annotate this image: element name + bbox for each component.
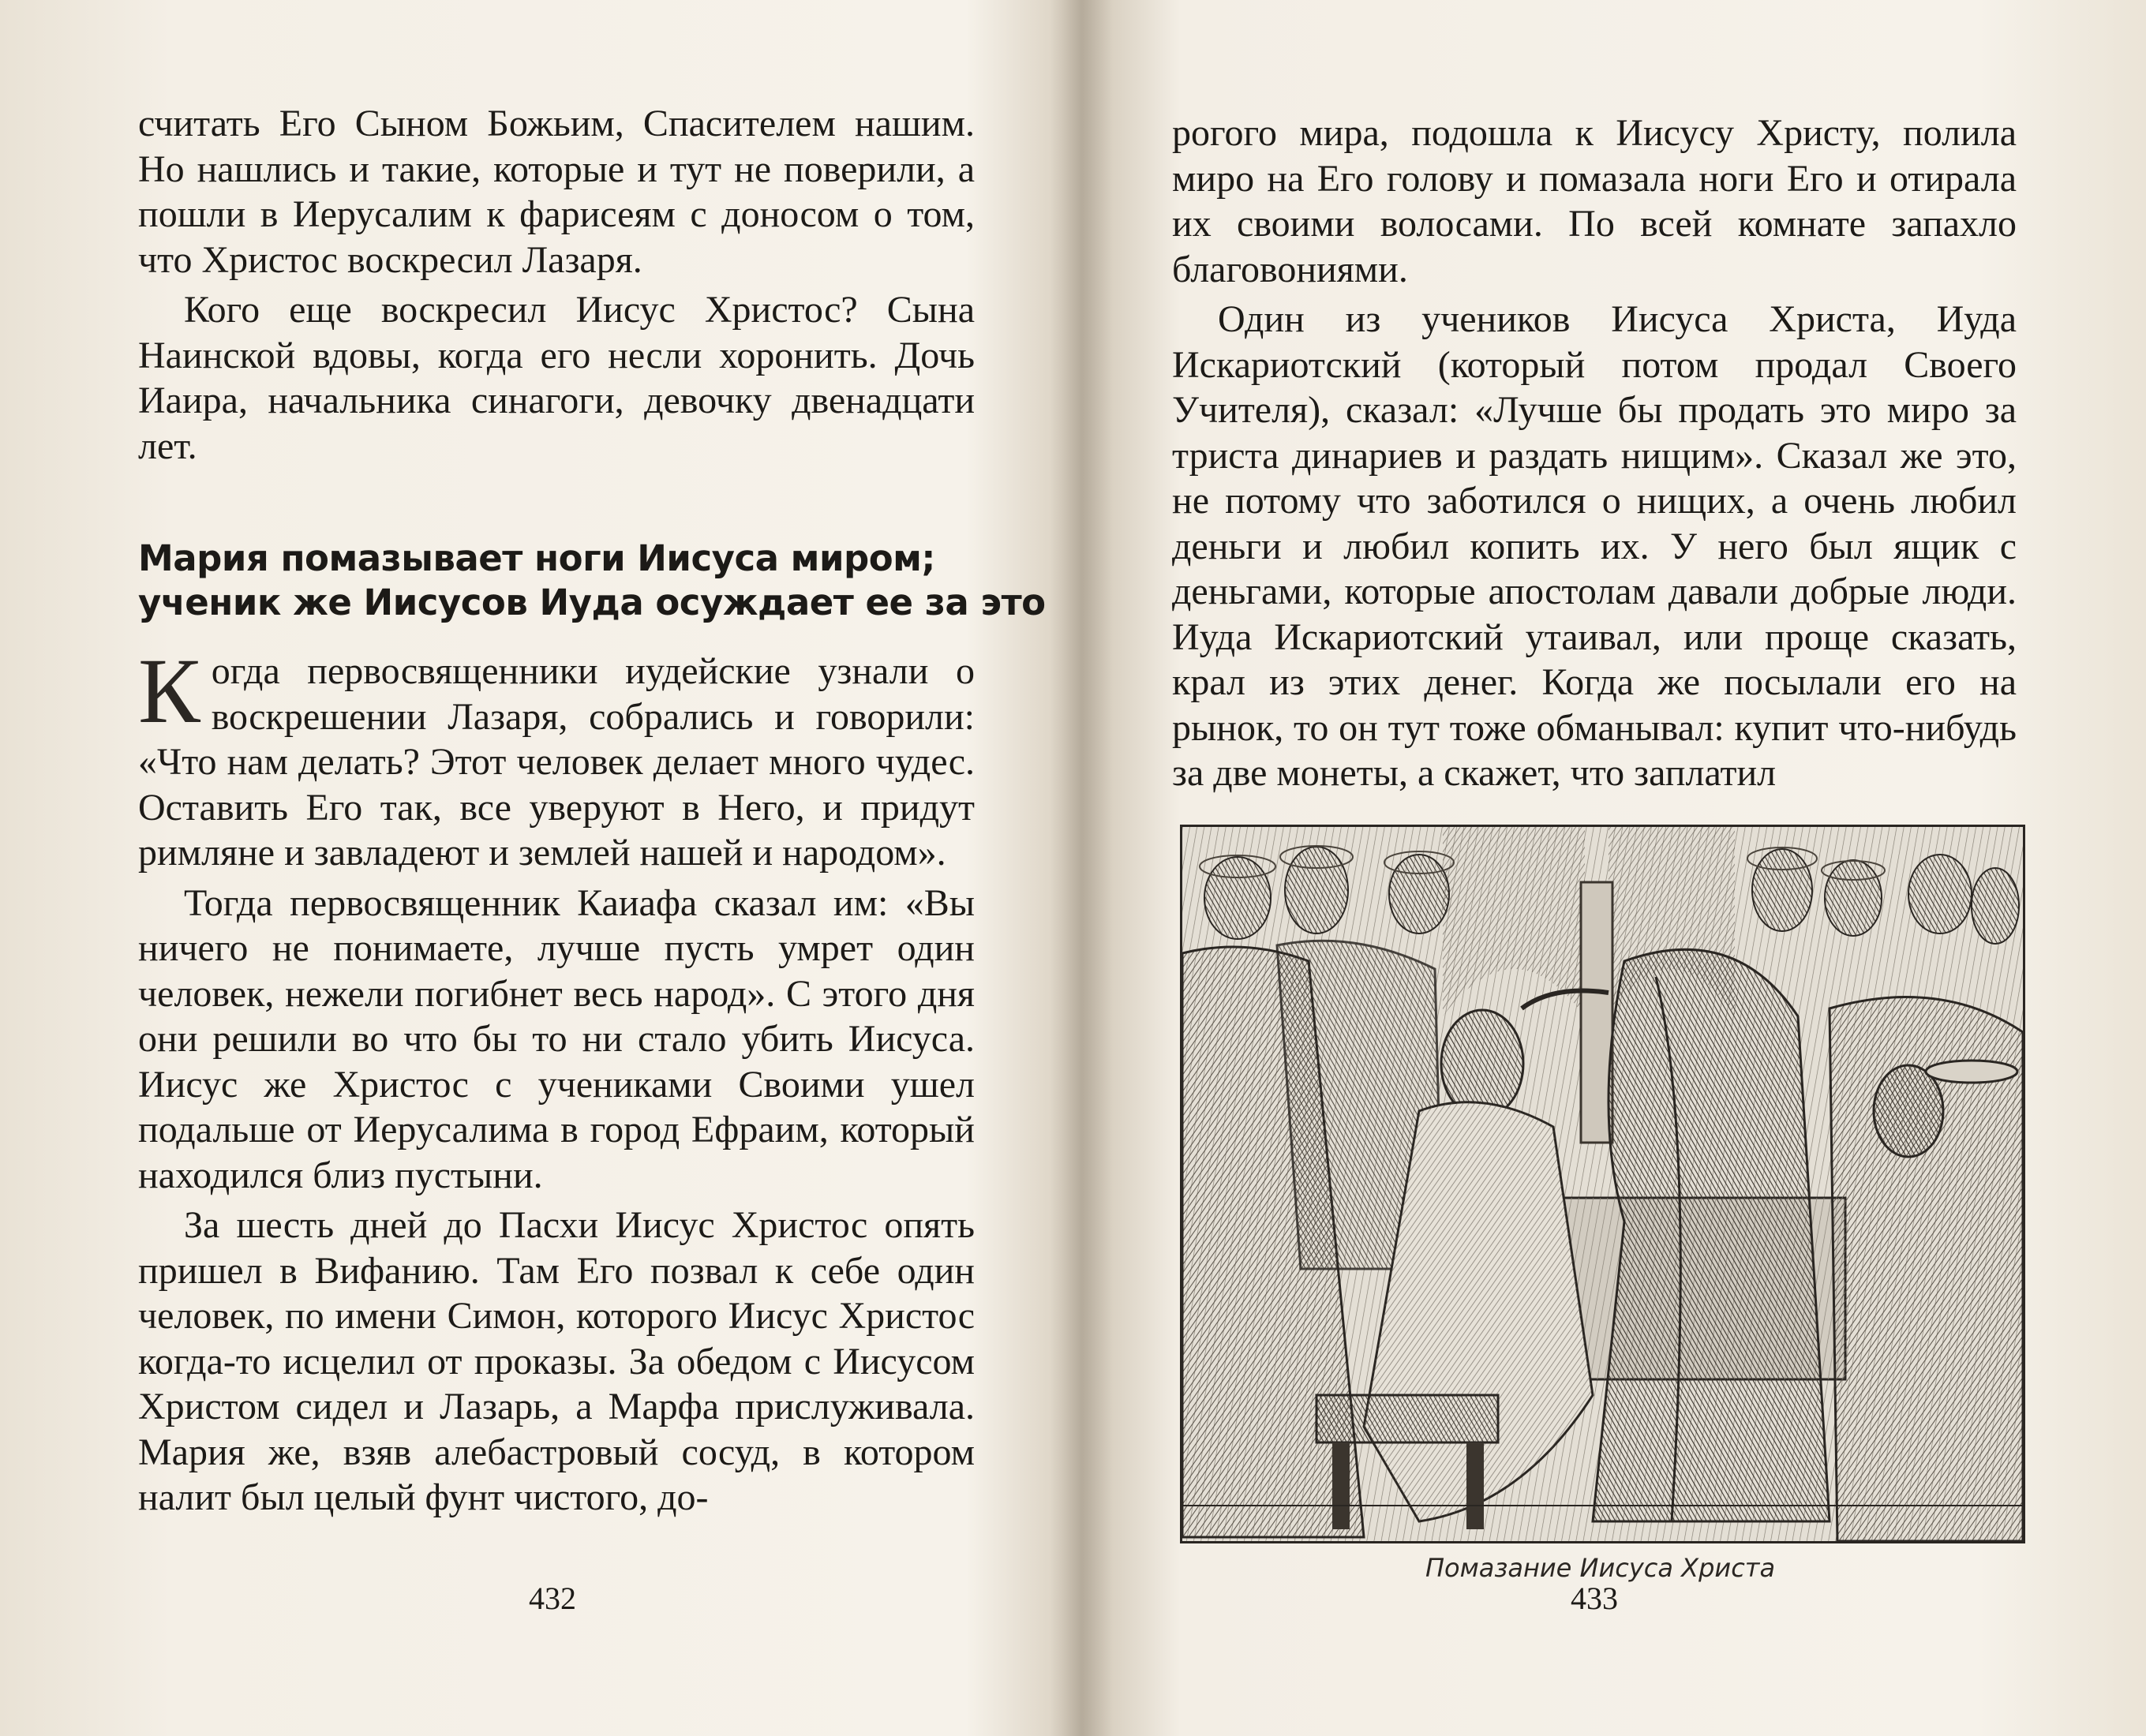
paragraph: Кого еще воскресил Иисус Христос? Сына Наинской вдовы, когда его несли хоронить. Дочь Иаира, начальника синагоги, девочку двенадцати лет.	[138, 289, 975, 467]
paragraph: Один из учеников Иисуса Христа, Иуда Искариотский (который потом продал Своего Учителя), сказал: «Лучше бы продать это миро за триста динариев и раздать нищим». Сказал же это, не потому что заботился о нищих, а очень любил деньги и любил копить их. У него был ящик с деньгами, которые апостолам давали добрые люди. Иуда Искариотский утаивал, или проще сказать, крал из этих денег. Когда же посылали его на рынок, то он тут тоже обманывал: купит что-нибудь за две монеты, а скажет, что заплатил	[1172, 298, 2017, 794]
paragraph: считать Его Сыном Божьим, Спасителем нашим. Но нашлись и такие, которые и тут не поверили, а пошли в Иерусалим к фарисеям с доносом о том, что Христос воскресил Лазаря.	[138, 103, 975, 281]
paragraph: Тогда первосвященник Каиафа сказал им: «Вы ничего не понимаете, лучше пусть умрет один человек, нежели погибнет весь народ». С этого дня они решили во что бы то ни стало убить Иисуса. Иисус же Христос с учениками Своими ушел подальше от Иерусалима в город Ефраим, который находился близ пустыни.	[138, 881, 975, 1196]
page-number: 432	[529, 1581, 576, 1616]
chapter-heading	[138, 537, 1046, 625]
heading-line: Мария помазывает ноги Иисуса миром;	[138, 537, 935, 579]
illustration-caption: Помазание Иисуса Христа	[1425, 1553, 1776, 1583]
drop-cap: К	[138, 639, 200, 743]
paragraph-text: огда первосвященники иудейские узнали о воскрешении Лазаря, собрались и говорили: «Что нам делать? Этот человек делает много чудес. Оставить Его так, все уверуют в Него, и придут римляне и завладеют и землей нашей и народом».	[138, 650, 975, 874]
paragraph-with-dropcap	[138, 639, 975, 876]
page-number: 433	[1571, 1581, 1618, 1616]
right-text	[1172, 110, 2017, 796]
engraving-illustration	[1180, 825, 2025, 1543]
left-top-text	[138, 101, 975, 469]
right-page	[1081, 0, 2146, 1736]
left-main-text	[138, 639, 975, 1521]
paragraph: рогого мира, подошла к Иисусу Христу, полила миро на Его голову и помазала ноги Его и отирала их своими волосами. По всей комнате запахло благовониями.	[1172, 112, 2017, 290]
paragraph: За шесть дней до Пасхи Иисус Христос опять пришел в Вифанию. Там Его позвал к себе один человек, по имени Симон, которого Иисус Христос когда-то исцелил от проказы. За обедом с Иисусом Христом сидел и Лазарь, а Марфа прислуживала. Мария же, взяв алебастровый сосуд, в котором налит был целый фунт чистого, до-	[138, 1204, 975, 1518]
engraving-anointing-illustration	[1182, 827, 2023, 1541]
heading-line: ученик же Иисусов Иуда осуждает ее за это	[138, 582, 1046, 623]
